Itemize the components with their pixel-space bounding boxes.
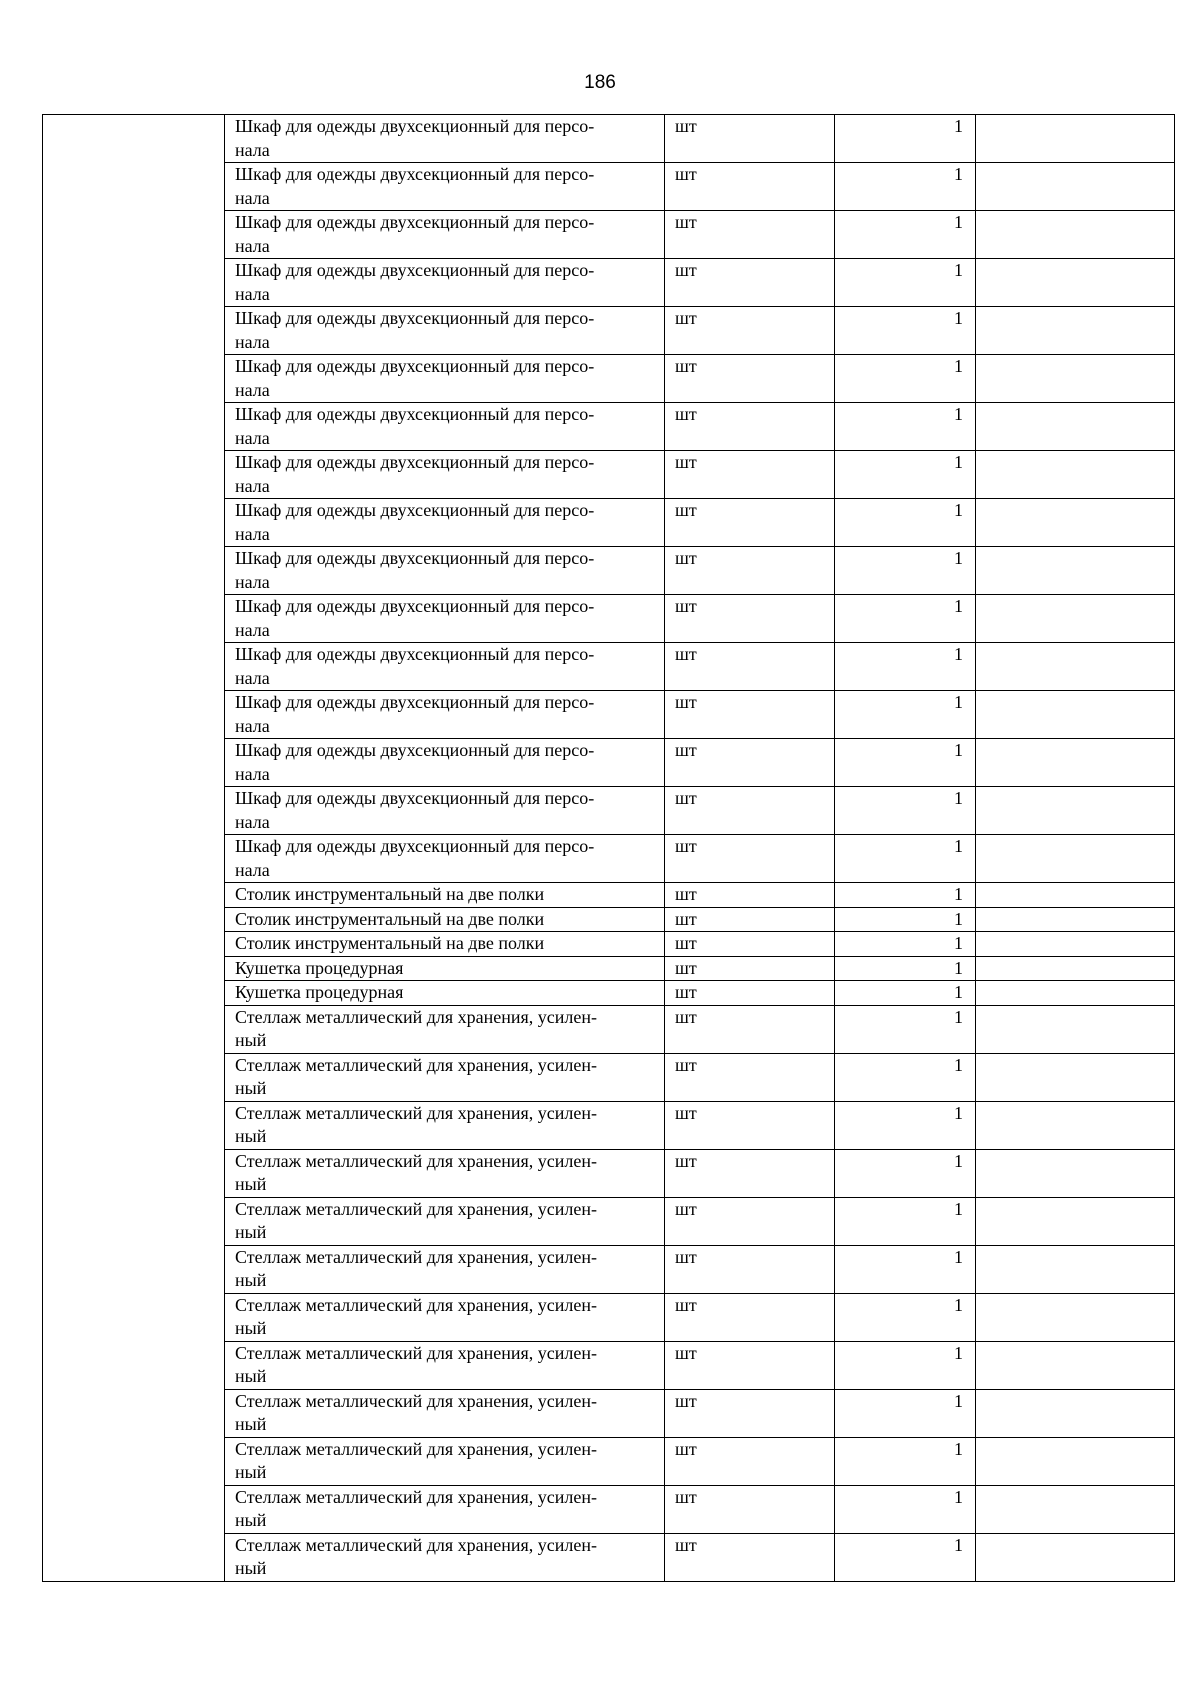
- unit-cell: шт: [665, 259, 835, 307]
- item-name-line: ный: [235, 1270, 267, 1290]
- item-name-line: Стеллаж металлический для хранения, усилен-: [235, 1198, 598, 1219]
- unit-cell: шт: [665, 1149, 835, 1197]
- item-name-cell: [225, 163, 665, 211]
- item-name-line: ный: [235, 1222, 267, 1242]
- note-cell: [976, 163, 1175, 211]
- quantity-cell: 1: [835, 403, 976, 451]
- quantity-cell: 1: [835, 1053, 976, 1101]
- quantity-cell: 1: [835, 355, 976, 403]
- item-name-line: ный: [235, 1462, 267, 1482]
- quantity-cell: 1: [835, 835, 976, 883]
- quantity-cell: 1: [835, 211, 976, 259]
- unit-cell: шт: [665, 1005, 835, 1053]
- unit-cell: шт: [665, 547, 835, 595]
- item-name-line: ный: [235, 1318, 267, 1338]
- unit-cell: шт: [665, 403, 835, 451]
- quantity-cell: 1: [835, 1293, 976, 1341]
- item-name-line: Шкаф для одежды двухсекционный для персо-: [235, 740, 595, 760]
- item-name-line: ный: [235, 1078, 267, 1098]
- item-name-line: нала: [235, 235, 270, 256]
- item-name-line: Шкаф для одежды двухсекционный для персо-: [235, 164, 595, 184]
- item-name-cell: [225, 956, 665, 981]
- unit-cell: шт: [665, 835, 835, 883]
- quantity-cell: 1: [835, 499, 976, 547]
- note-cell: [976, 1293, 1175, 1341]
- unit-cell: шт: [665, 691, 835, 739]
- quantity-cell: 1: [835, 883, 976, 908]
- unit-cell: шт: [665, 451, 835, 499]
- unit-cell: шт: [665, 115, 835, 163]
- note-cell: [976, 1101, 1175, 1149]
- note-cell: [976, 932, 1175, 957]
- quantity-cell: 1: [835, 1005, 976, 1053]
- item-name-line: Столик инструментальный на две полки: [235, 908, 545, 929]
- item-name-line: нала: [235, 187, 270, 208]
- item-name-cell: [225, 211, 665, 259]
- quantity-cell: 1: [835, 1389, 976, 1437]
- quantity-cell: 1: [835, 787, 976, 835]
- quantity-cell: 1: [835, 1533, 976, 1581]
- item-name-line: нала: [235, 139, 270, 160]
- note-cell: [976, 787, 1175, 835]
- unit-cell: шт: [665, 956, 835, 981]
- item-name-line: Шкаф для одежды двухсекционный для персо-: [235, 116, 595, 136]
- unit-cell: шт: [665, 499, 835, 547]
- item-name-line: Шкаф для одежды двухсекционный для персо-: [235, 548, 595, 568]
- item-name-cell: [225, 403, 665, 451]
- item-name-cell: [225, 1197, 665, 1245]
- item-name-line: Шкаф для одежды двухсекционный для персо-: [235, 836, 595, 856]
- item-name-line: Стеллаж металлический для хранения, усилен-: [235, 1390, 598, 1411]
- item-name-cell: [225, 1485, 665, 1533]
- item-name-line: нала: [235, 571, 270, 592]
- item-name-cell: [225, 355, 665, 403]
- note-cell: [976, 499, 1175, 547]
- item-name-cell: [225, 739, 665, 787]
- note-cell: [976, 883, 1175, 908]
- note-cell: [976, 451, 1175, 499]
- unit-cell: шт: [665, 595, 835, 643]
- item-name-cell: [225, 1389, 665, 1437]
- quantity-cell: 1: [835, 547, 976, 595]
- item-name-line: нала: [235, 763, 270, 784]
- item-name-cell: [225, 932, 665, 957]
- note-cell: [976, 307, 1175, 355]
- page-number: 186: [584, 72, 616, 93]
- item-name-line: Шкаф для одежды двухсекционный для персо-: [235, 356, 595, 376]
- unit-cell: шт: [665, 1197, 835, 1245]
- equipment-table: [42, 114, 1175, 1582]
- item-name-cell: [225, 1341, 665, 1389]
- unit-cell: шт: [665, 307, 835, 355]
- note-cell: [976, 115, 1175, 163]
- note-cell: [976, 403, 1175, 451]
- item-name-cell: [225, 1245, 665, 1293]
- quantity-cell: 1: [835, 1341, 976, 1389]
- note-cell: [976, 739, 1175, 787]
- item-name-line: ный: [235, 1414, 267, 1434]
- unit-cell: шт: [665, 1389, 835, 1437]
- section-cell: [43, 115, 225, 1582]
- item-name-line: Стеллаж металлический для хранения, усилен-: [235, 1342, 598, 1363]
- note-cell: [976, 1485, 1175, 1533]
- item-name-line: нала: [235, 379, 270, 400]
- quantity-cell: 1: [835, 307, 976, 355]
- item-name-line: нала: [235, 811, 270, 832]
- item-name-line: Стеллаж металлический для хранения, усилен-: [235, 1150, 598, 1171]
- note-cell: [976, 1437, 1175, 1485]
- note-cell: [976, 1245, 1175, 1293]
- item-name-line: Шкаф для одежды двухсекционный для персо-: [235, 692, 595, 712]
- quantity-cell: 1: [835, 1245, 976, 1293]
- item-name-line: Шкаф для одежды двухсекционный для персо-: [235, 404, 595, 424]
- quantity-cell: 1: [835, 691, 976, 739]
- item-name-cell: [225, 259, 665, 307]
- item-name-line: Шкаф для одежды двухсекционный для персо-: [235, 260, 595, 280]
- item-name-line: Стеллаж металлический для хранения, усилен-: [235, 1054, 598, 1075]
- note-cell: [976, 547, 1175, 595]
- item-name-line: Стеллаж металлический для хранения, усилен-: [235, 1246, 598, 1267]
- item-name-cell: [225, 1149, 665, 1197]
- item-name-cell: [225, 835, 665, 883]
- quantity-cell: 1: [835, 739, 976, 787]
- unit-cell: шт: [665, 1341, 835, 1389]
- unit-cell: шт: [665, 643, 835, 691]
- item-name-line: Стеллаж металлический для хранения, усилен-: [235, 1486, 598, 1507]
- item-name-line: ный: [235, 1366, 267, 1386]
- quantity-cell: 1: [835, 115, 976, 163]
- item-name-line: Стеллаж металлический для хранения, усилен-: [235, 1534, 598, 1555]
- item-name-line: нала: [235, 427, 270, 448]
- quantity-cell: 1: [835, 956, 976, 981]
- item-name-line: ный: [235, 1030, 267, 1050]
- note-cell: [976, 595, 1175, 643]
- note-cell: [976, 1005, 1175, 1053]
- quantity-cell: 1: [835, 932, 976, 957]
- quantity-cell: 1: [835, 981, 976, 1006]
- item-name-cell: [225, 451, 665, 499]
- item-name-line: Кушетка процедурная: [235, 957, 404, 978]
- item-name-line: нала: [235, 859, 270, 880]
- item-name-cell: [225, 883, 665, 908]
- item-name-cell: [225, 691, 665, 739]
- item-name-cell: [225, 499, 665, 547]
- item-name-cell: [225, 115, 665, 163]
- table-row: [43, 115, 1175, 163]
- item-name-cell: [225, 595, 665, 643]
- quantity-cell: 1: [835, 595, 976, 643]
- equipment-table-body: [43, 115, 1175, 1582]
- unit-cell: шт: [665, 1053, 835, 1101]
- item-name-cell: [225, 1053, 665, 1101]
- item-name-line: Шкаф для одежды двухсекционный для персо-: [235, 452, 595, 472]
- item-name-line: нала: [235, 331, 270, 352]
- note-cell: [976, 211, 1175, 259]
- note-cell: [976, 1053, 1175, 1101]
- quantity-cell: 1: [835, 1485, 976, 1533]
- item-name-line: нала: [235, 523, 270, 544]
- item-name-cell: [225, 907, 665, 932]
- item-name-line: ный: [235, 1174, 267, 1194]
- note-cell: [976, 643, 1175, 691]
- item-name-line: Стеллаж металлический для хранения, усилен-: [235, 1102, 598, 1123]
- item-name-cell: [225, 307, 665, 355]
- item-name-line: Столик инструментальный на две полки: [235, 884, 545, 904]
- item-name-line: нала: [235, 667, 270, 688]
- unit-cell: шт: [665, 883, 835, 908]
- item-name-line: нала: [235, 715, 270, 736]
- item-name-line: Столик инструментальный на две полки: [235, 933, 545, 953]
- item-name-cell: [225, 1437, 665, 1485]
- note-cell: [976, 981, 1175, 1006]
- note-cell: [976, 956, 1175, 981]
- item-name-line: Шкаф для одежды двухсекционный для персо-: [235, 308, 595, 328]
- item-name-cell: [225, 1101, 665, 1149]
- item-name-line: ный: [235, 1510, 267, 1530]
- unit-cell: шт: [665, 739, 835, 787]
- unit-cell: шт: [665, 1437, 835, 1485]
- quantity-cell: 1: [835, 259, 976, 307]
- item-name-line: нала: [235, 283, 270, 304]
- quantity-cell: 1: [835, 1437, 976, 1485]
- item-name-line: Шкаф для одежды двухсекционный для персо-: [235, 596, 595, 616]
- item-name-line: Стеллаж металлический для хранения, усилен-: [235, 1294, 598, 1315]
- unit-cell: шт: [665, 355, 835, 403]
- item-name-line: нала: [235, 475, 270, 496]
- item-name-line: ный: [235, 1126, 267, 1146]
- unit-cell: шт: [665, 1101, 835, 1149]
- quantity-cell: 1: [835, 163, 976, 211]
- item-name-line: Стеллаж металлический для хранения, усилен-: [235, 1438, 598, 1459]
- unit-cell: шт: [665, 932, 835, 957]
- note-cell: [976, 1533, 1175, 1581]
- item-name-cell: [225, 643, 665, 691]
- item-name-line: Шкаф для одежды двухсекционный для персо-: [235, 212, 595, 232]
- unit-cell: шт: [665, 1293, 835, 1341]
- note-cell: [976, 1341, 1175, 1389]
- note-cell: [976, 691, 1175, 739]
- quantity-cell: 1: [835, 643, 976, 691]
- unit-cell: шт: [665, 787, 835, 835]
- note-cell: [976, 1149, 1175, 1197]
- quantity-cell: 1: [835, 1197, 976, 1245]
- quantity-cell: 1: [835, 1101, 976, 1149]
- item-name-cell: [225, 547, 665, 595]
- unit-cell: шт: [665, 163, 835, 211]
- quantity-cell: 1: [835, 451, 976, 499]
- item-name-line: нала: [235, 619, 270, 640]
- note-cell: [976, 355, 1175, 403]
- unit-cell: шт: [665, 1245, 835, 1293]
- item-name-cell: [225, 1533, 665, 1581]
- item-name-cell: [225, 1005, 665, 1053]
- item-name-cell: [225, 981, 665, 1006]
- unit-cell: шт: [665, 211, 835, 259]
- item-name-cell: [225, 1293, 665, 1341]
- quantity-cell: 1: [835, 1149, 976, 1197]
- note-cell: [976, 835, 1175, 883]
- note-cell: [976, 1197, 1175, 1245]
- note-cell: [976, 259, 1175, 307]
- unit-cell: шт: [665, 907, 835, 932]
- item-name-cell: [225, 787, 665, 835]
- quantity-cell: 1: [835, 907, 976, 932]
- note-cell: [976, 907, 1175, 932]
- item-name-line: Шкаф для одежды двухсекционный для персо-: [235, 644, 595, 664]
- unit-cell: шт: [665, 1533, 835, 1581]
- unit-cell: шт: [665, 981, 835, 1006]
- item-name-line: Кушетка процедурная: [235, 982, 404, 1002]
- unit-cell: шт: [665, 1485, 835, 1533]
- item-name-line: ный: [235, 1558, 267, 1578]
- note-cell: [976, 1389, 1175, 1437]
- item-name-line: Стеллаж металлический для хранения, усилен-: [235, 1006, 598, 1027]
- item-name-line: Шкаф для одежды двухсекционный для персо-: [235, 788, 595, 808]
- item-name-line: Шкаф для одежды двухсекционный для персо-: [235, 500, 595, 520]
